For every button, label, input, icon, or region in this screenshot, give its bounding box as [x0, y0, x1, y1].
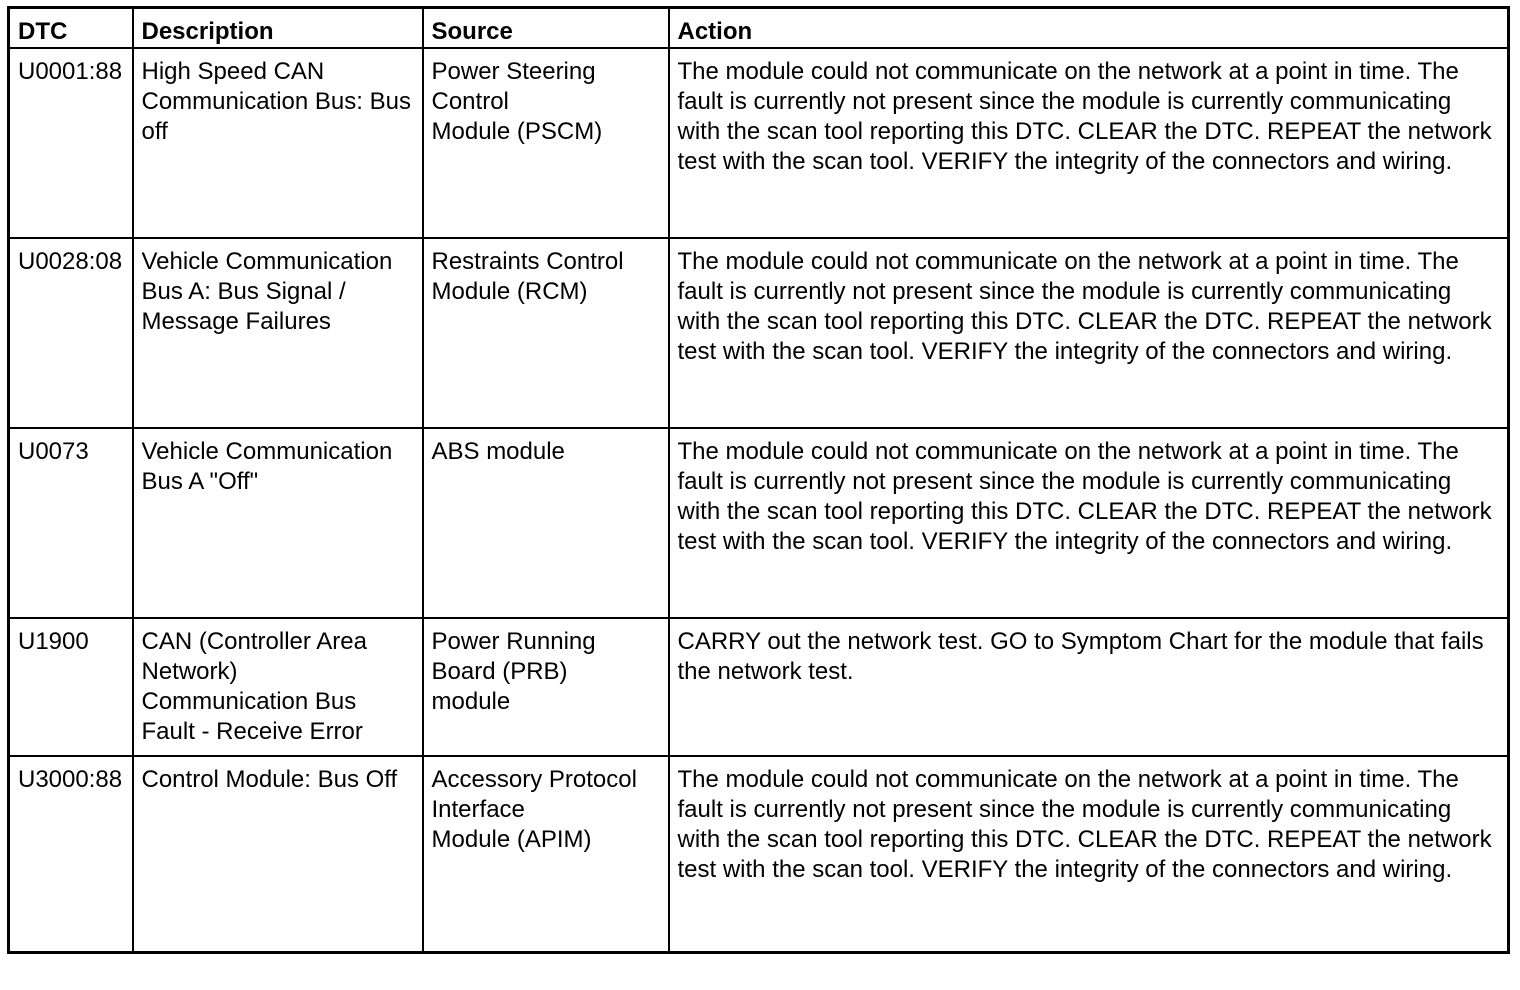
source-line: Power Running	[431, 628, 596, 655]
source-line: ABS module	[431, 438, 565, 465]
table-row	[9, 428, 1509, 618]
cell-source	[423, 48, 669, 238]
table-row	[9, 48, 1509, 238]
cell-action: The module could not communicate on the network at a point in time. The fault is currently not present since the module is currently communicating with the scan tool reporting this DTC. CLEAR the DTC. REPEAT the network test with the scan tool. VERIFY the integrity of the connectors and wiring.	[669, 756, 1509, 952]
header-source: Source	[423, 8, 669, 49]
description-line: Network)	[141, 658, 238, 685]
cell-description	[133, 618, 423, 756]
cell-action: The module could not communicate on the network at a point in time. The fault is currently not present since the module is currently communicating with the scan tool reporting this DTC. CLEAR the DTC. REPEAT the network test with the scan tool. VERIFY the integrity of the connectors and wiring.	[669, 428, 1509, 618]
source-line: Module (APIM)	[431, 826, 592, 853]
source-line: Module (PSCM)	[431, 118, 603, 145]
cell-source	[423, 428, 669, 618]
table-row	[9, 238, 1509, 428]
header-description: Description	[133, 8, 423, 49]
description-line: Fault - Receive Error	[141, 718, 363, 745]
source-line: Interface	[431, 796, 525, 823]
table-row	[9, 618, 1509, 756]
source-line: Power Steering	[431, 58, 596, 85]
cell-dtc: U0001:88	[9, 48, 133, 238]
header-action: Action	[669, 8, 1509, 49]
source-line: Accessory Protocol	[431, 766, 637, 793]
cell-source	[423, 618, 669, 756]
table-row	[9, 756, 1509, 952]
description-line: CAN (Controller Area	[141, 628, 367, 655]
dtc-table	[7, 6, 1510, 954]
header-row	[9, 8, 1509, 49]
cell-source	[423, 238, 669, 428]
cell-action: CARRY out the network test. GO to Symptom Chart for the module that fails the network test.	[669, 618, 1509, 756]
source-line: module	[431, 688, 511, 715]
cell-dtc: U1900	[9, 618, 133, 756]
cell-action: The module could not communicate on the network at a point in time. The fault is currently not present since the module is currently communicating with the scan tool reporting this DTC. CLEAR the DTC. REPEAT the network test with the scan tool. VERIFY the integrity of the connectors and wiring.	[669, 238, 1509, 428]
cell-source	[423, 756, 669, 952]
cell-dtc: U0073	[9, 428, 133, 618]
cell-description: High Speed CAN Communication Bus: Bus off	[133, 48, 423, 238]
source-line: Module (RCM)	[431, 278, 588, 305]
source-line: Board (PRB)	[431, 658, 568, 685]
cell-dtc: U0028:08	[9, 238, 133, 428]
source-line: Control	[431, 88, 509, 115]
cell-description: Vehicle Communication Bus A: Bus Signal / Message Failures	[133, 238, 423, 428]
source-line: Restraints Control	[431, 248, 624, 275]
cell-dtc: U3000:88	[9, 756, 133, 952]
header-dtc: DTC	[9, 8, 133, 49]
description-line: Communication Bus	[141, 688, 357, 715]
cell-description: Control Module: Bus Off	[133, 756, 423, 952]
cell-description: Vehicle Communication Bus A "Off"	[133, 428, 423, 618]
cell-action: The module could not communicate on the network at a point in time. The fault is currently not present since the module is currently communicating with the scan tool reporting this DTC. CLEAR the DTC. REPEAT the network test with the scan tool. VERIFY the integrity of the connectors and wiring.	[669, 48, 1509, 238]
